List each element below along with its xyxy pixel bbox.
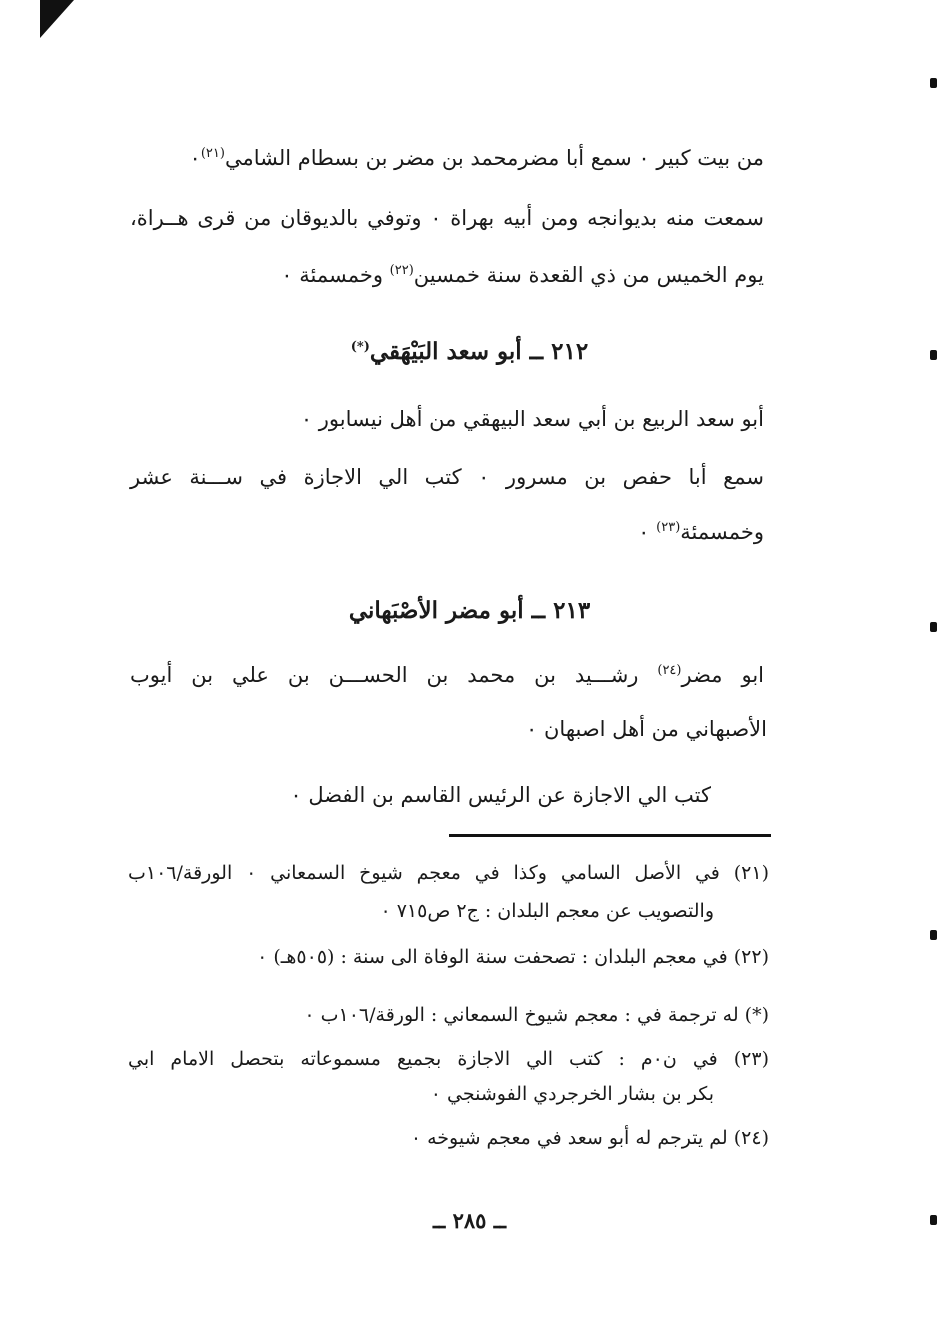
entry-212-line-2: سمع أبا حفص بن مسرور ٠ كتب الي الاجازة في ســـنة عشر xyxy=(130,465,764,489)
entry-heading-213: ٢١٣ ــ أبو مضر الأصْبَهاني xyxy=(348,597,591,624)
entry-212-line-3 xyxy=(638,517,764,547)
corner-scan-mark xyxy=(40,0,74,38)
body-line-3 xyxy=(281,260,764,290)
footnote-ref: (٢١) xyxy=(200,146,225,161)
entry-heading-212 xyxy=(0,337,939,367)
body-text: ٠ xyxy=(638,520,650,544)
footnote-23-line-2: بكر بن بشار الخرجردي الفوشنجي ٠ xyxy=(430,1083,714,1105)
body-text: يوم الخميس من ذي القعدة سنة خمسين xyxy=(413,263,764,287)
entry-213-line-3: كتب الي الاجازة عن الرئيس القاسم بن الفضل ٠ xyxy=(290,783,711,807)
entry-213-line-2: الأصبهاني من أهل اصبهان ٠ xyxy=(526,717,767,741)
page-number: ــ ٢٨٥ ــ xyxy=(432,1208,507,1233)
entry-213-line-1 xyxy=(130,660,764,690)
footnote-ref: (٢٤) xyxy=(657,663,682,678)
footnote-21-line-2: والتصويب عن معجم البلدان : ج٢ ص٧١٥ ٠ xyxy=(380,900,714,922)
edge-mark xyxy=(930,930,937,940)
footnote-22: (٢٢) في معجم البلدان : تصحفت سنة الوفاة الى سنة : (٥٠٥هـ) ٠ xyxy=(257,946,769,968)
footnote-24: (٢٤) لم يترجم له أبو سعد في معجم شيوخه ٠ xyxy=(410,1127,769,1149)
footnote-star: (*) له ترجمة في : معجم شيوخ السمعاني : الورقة/١٠٦ب ٠ xyxy=(304,1004,769,1026)
body-text: من بيت كبير ٠ سمع أبا مضرمحمد بن مضر بن بسطام الشامي xyxy=(224,146,764,170)
body-text: وخمسمئة xyxy=(680,520,764,544)
footnote-separator xyxy=(449,834,771,837)
body-line-1 xyxy=(190,143,764,173)
edge-mark xyxy=(930,78,937,88)
footnote-ref: (*) xyxy=(350,339,370,355)
footnote-21-line-1: (٢١) في الأصل السامي وكذا في معجم شيوخ السمعاني ٠ الورقة/١٠٦ب xyxy=(128,862,769,884)
body-text: رشـــيد بن محمد بن الحســـن بن علي بن أيوب xyxy=(130,663,639,687)
footnote-ref: (٢٣) xyxy=(656,520,681,535)
body-line-2: سمعت منه بديوانجه ومن أبيه بهراة ٠ وتوفي بالديوقان من قرى هــراة، xyxy=(130,206,764,230)
heading-text: ٢١٢ ــ أبو سعد البَيْهَقي xyxy=(369,338,589,365)
entry-212-line-1: أبو سعد الربيع بن أبي سعد البيهقي من أهل نيسابور ٠ xyxy=(300,407,764,431)
footnote-23-line-1: (٢٣) في ن٠م : كتب الي الاجازة بجميع مسموعاته بتحصل الامام ابي xyxy=(128,1048,769,1070)
body-text: ابو مضر xyxy=(681,663,764,687)
body-text: وخمسمئة ٠ xyxy=(281,263,383,287)
footnote-ref: (٢٢) xyxy=(389,263,414,278)
body-text: ٠ xyxy=(189,146,201,170)
